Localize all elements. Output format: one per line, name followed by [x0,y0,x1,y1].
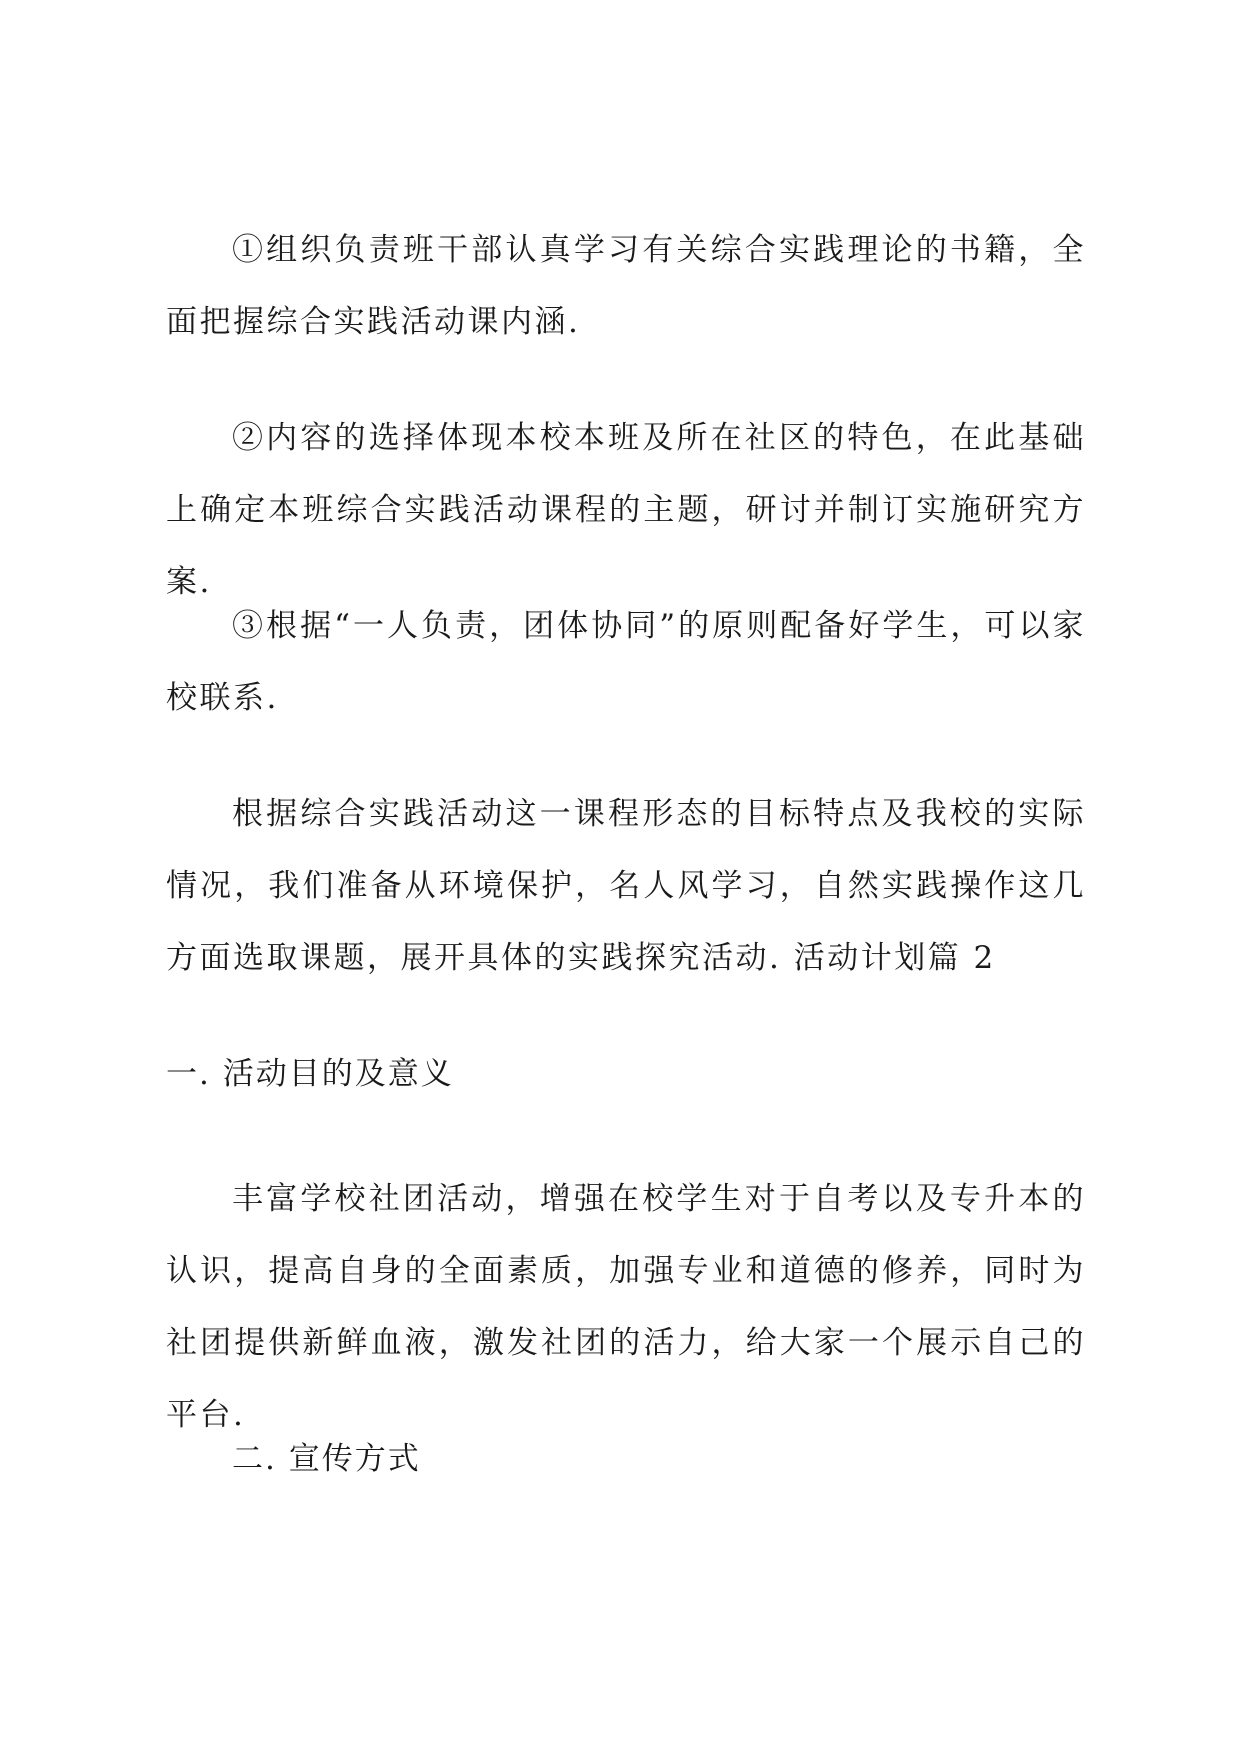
section-heading-1: 一. 活动目的及意义 [166,1056,454,1092]
paragraph-5: 丰富学校社团活动，增强在校学生对于自考以及专升本的认识，提高自身的全面素质，加强专业和道德的修养，同时为社团提供新鲜血液，激发社团的活力，给大家一个展示自己的平台. [166,1181,1086,1433]
paragraph-2: ②内容的选择体现本校本班及所在社区的特色，在此基础上确定本班综合实践活动课程的主题，研讨并制订实施研究方案. [166,420,1086,600]
paragraph-4: 根据综合实践活动这一课程形态的目标特点及我校的实际情况，我们准备从环境保护，名人风学习，自然实践操作这几方面选取课题，展开具体的实践探究活动. 活动计划篇 2 [166,796,1086,976]
paragraph-3: ③根据“一人负责，团体协同”的原则配备好学生，可以家校联系. [166,608,1086,716]
paragraph-1: ①组织负责班干部认真学习有关综合实践理论的书籍，全面把握综合实践活动课内涵. [166,232,1086,340]
section-heading-2: 二. 宣传方式 [232,1441,421,1477]
